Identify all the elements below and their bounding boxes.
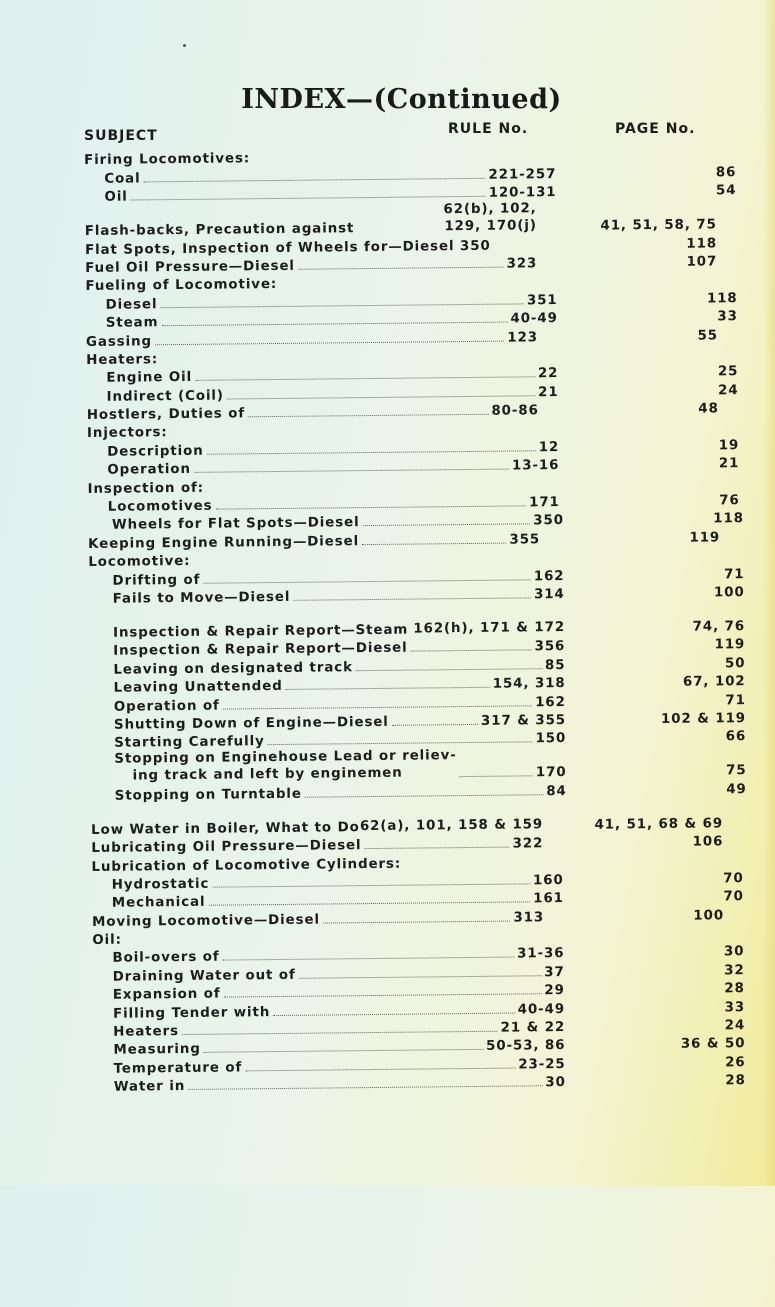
entry-rule-number: 162	[534, 569, 565, 584]
entry-subject: Leaving Unattended	[114, 679, 283, 696]
entry-page-number: 100	[565, 585, 745, 602]
entry-subject: Gassing	[86, 334, 152, 350]
entry-page-number: 70	[564, 871, 744, 888]
dot-leader	[305, 794, 543, 797]
entry-subject: Stopping on Turntable	[115, 786, 302, 803]
entry-subject: Inspection & Repair Report—Diesel	[113, 641, 408, 659]
entry-rule-number: 161	[533, 891, 564, 906]
entry-rule-number: 31-36	[517, 946, 564, 961]
entry-rule-number: 29	[544, 983, 565, 998]
index-entry	[85, 198, 725, 239]
dot-leader	[298, 267, 504, 270]
entry-subject: Diesel	[106, 297, 158, 313]
entry-page-number: 100	[544, 908, 724, 925]
entry-page-number: 25	[558, 364, 738, 381]
entry-page-number: 118	[537, 236, 717, 253]
entry-page-number: 41, 51, 58, 75	[537, 218, 717, 235]
entry-subject: Expansion of	[113, 987, 221, 1003]
entry-subject: Heaters	[113, 1024, 179, 1040]
entry-page-number: 49	[567, 782, 747, 799]
speck-mark	[183, 44, 186, 47]
entry-page-number: 24	[558, 383, 738, 400]
entry-page-number: 67, 102	[566, 674, 746, 691]
entry-page-number: 50	[565, 656, 745, 673]
entry-page-number: 33	[558, 309, 738, 326]
dot-leader	[223, 705, 532, 709]
rule-number-header: RULE No.	[448, 121, 528, 137]
entry-page-number: 70	[564, 889, 744, 906]
entry-rule-number: 123	[507, 330, 538, 345]
entry-page-number: 75	[566, 763, 746, 780]
entry-rule-number: 37	[544, 965, 565, 980]
dot-leader	[207, 450, 536, 454]
index-entry	[89, 600, 729, 641]
entry-subject: Fails to Move—Diesel	[113, 590, 291, 607]
entry-page-number: 71	[564, 567, 744, 584]
entry-subject: Inspection of:	[87, 480, 204, 496]
entry-subject-cell	[94, 1075, 566, 1095]
entry-rule-number: 356	[534, 639, 565, 654]
dot-leader	[195, 377, 535, 382]
entry-subject: Drifting of	[112, 572, 200, 588]
dot-leader	[365, 847, 510, 850]
dot-leader	[188, 1085, 542, 1090]
entry-subject: Lubricating Oil Pressure—Diesel	[91, 838, 361, 856]
entry-subject: Temperature of	[114, 1060, 243, 1076]
dot-leader	[212, 883, 530, 887]
entry-page-number: 28	[565, 981, 745, 998]
entry-rule-number: 322	[513, 836, 544, 851]
entry-subject: Locomotive:	[88, 554, 190, 570]
entry-page-number: 118	[564, 512, 744, 529]
dot-leader	[182, 1031, 498, 1035]
entry-rule-number-continued: 162(h), 171 & 172	[413, 619, 565, 638]
subject-header: SUBJECT	[84, 128, 158, 144]
index-entry	[91, 797, 731, 838]
dot-leader	[209, 902, 531, 906]
entry-subject: Stopping on Enginehouse Lead or reliev-	[114, 747, 456, 768]
dot-leader	[286, 687, 490, 690]
entry-rule-number: 170	[536, 765, 567, 780]
entry-page-number: 30	[564, 945, 744, 962]
entry-rule-number: 23-25	[518, 1057, 565, 1072]
entry-subject: Coal	[104, 171, 140, 186]
entry-rule-number: 21	[538, 385, 559, 400]
index-entry	[90, 745, 730, 786]
entry-rule-number: 317 & 355	[481, 713, 566, 729]
dot-leader	[215, 505, 526, 509]
entry-page-number: 48	[539, 401, 719, 418]
entry-subject-cell	[85, 200, 537, 239]
entry-page-number: 119	[540, 530, 720, 547]
entry-rule-number: 150	[535, 731, 566, 746]
entry-subject: Flat Spots, Inspection of Wheels for—Diesel 350	[85, 238, 491, 257]
entry-page-number: 24	[565, 1018, 745, 1035]
dot-leader	[131, 196, 486, 201]
entry-subject: Fuel Oil Pressure—Diesel	[85, 259, 295, 276]
entry-rule-number: 84	[546, 784, 567, 799]
entry-subject: Measuring	[113, 1042, 201, 1058]
entry-subject: Starting Carefully	[114, 734, 265, 751]
entry-page-number: 66	[566, 729, 746, 746]
entry-subject: Hydrostatic	[112, 877, 210, 893]
entry-subject: Engine Oil	[106, 370, 192, 386]
dot-leader	[144, 178, 486, 183]
entry-subject: Moving Locomotive—Diesel	[92, 912, 320, 929]
page-edge-shadow	[763, 0, 775, 1186]
dot-leader	[356, 668, 542, 671]
entry-subject: Filling Tender with	[113, 1005, 270, 1022]
entry-rule-number: 21 & 22	[501, 1020, 566, 1036]
dot-leader	[392, 724, 478, 726]
entry-rule-number: 162	[535, 695, 566, 710]
dot-leader	[245, 1067, 515, 1071]
entry-subject: Operation	[107, 462, 191, 478]
entry-subject-continued: ing track and left by enginemen	[114, 764, 456, 785]
page-title: INDEX—(Continued)	[14, 84, 775, 115]
entry-subject: Wheels for Flat Spots—Diesel	[112, 516, 360, 534]
entry-rule-number: 50-53, 86	[486, 1038, 565, 1054]
dot-leader	[299, 975, 542, 979]
entry-subject: Hostlers, Duties of	[87, 406, 245, 423]
entry-rule-number: 154, 318	[493, 676, 566, 692]
entry-subject: Flash-backs, Precaution against	[85, 221, 355, 239]
dot-leader	[268, 742, 533, 746]
entry-subject: Shutting Down of Engine—Diesel	[114, 715, 389, 733]
dot-leader	[155, 340, 504, 345]
page-number-header: PAGE No.	[615, 121, 775, 1307]
entry-subject: Description	[107, 444, 204, 460]
entry-page-number: 119	[565, 637, 745, 654]
entry-subject: Indirect (Coil)	[107, 388, 224, 404]
entry-page-number: 26	[566, 1055, 746, 1072]
entry-subject: Oil	[104, 190, 127, 205]
entry-rule-number: 323	[506, 256, 537, 271]
entry-rule-number: 40-49	[518, 1002, 565, 1017]
entry-page-number: 36 & 50	[565, 1037, 745, 1054]
entry-rule-number: 120-131	[489, 185, 557, 201]
entry-page-number: 28	[566, 1073, 746, 1090]
entry-rule-number: 160	[533, 873, 564, 888]
entry-rule-number: 314	[534, 587, 565, 602]
dot-leader	[227, 395, 535, 399]
entry-subject-cell	[90, 746, 566, 785]
entry-page-number: 55	[538, 328, 718, 345]
entry-subject: Operation of	[114, 698, 220, 714]
entry-subject: Firing Locomotives:	[84, 152, 250, 169]
entry-rule-number: 351	[527, 293, 558, 308]
dot-leader	[411, 650, 532, 652]
dot-leader	[203, 579, 530, 583]
entry-subject: Draining Water out of	[113, 968, 296, 985]
entry-rule-number: 355	[509, 532, 540, 547]
entry-rule-number-continued: 129, 170(j)	[444, 217, 537, 235]
dot-leader	[293, 597, 531, 600]
entry-subject: Keeping Engine Running—Diesel	[88, 534, 359, 552]
entry-page-number: 19	[559, 438, 739, 455]
entry-subject: Leaving on designated track	[113, 660, 353, 678]
entry-rule-number: 80-86	[491, 403, 538, 418]
entry-page-number: 54	[556, 183, 736, 200]
entry-rule-number: 85	[545, 658, 566, 673]
entry-page-number: 32	[565, 963, 745, 980]
dot-leader	[161, 322, 507, 327]
entry-subject: Water in	[114, 1079, 186, 1095]
dot-leader	[363, 524, 531, 527]
entry-rule-number: 30	[545, 1075, 566, 1090]
dot-leader	[204, 1049, 483, 1053]
entry-rule-number-continued: 62(a), 101, 158 & 159	[360, 816, 543, 835]
entry-page-number: 21	[559, 456, 739, 473]
dot-leader	[224, 993, 542, 997]
entry-subject: Low Water in Boiler, What to Do	[91, 820, 360, 838]
entry-rule-number: 350	[533, 513, 564, 528]
entry-page-number: 107	[537, 254, 717, 271]
entry-subject: Boil-overs of	[112, 950, 219, 966]
entry-rule-number: 13-16	[512, 458, 559, 473]
entry-rule-number: 313	[513, 910, 544, 925]
dot-leader	[273, 1012, 514, 1016]
entry-subject: Mechanical	[112, 895, 206, 911]
entry-page-number: 41, 51, 68 & 69	[543, 816, 723, 833]
dot-leader	[323, 920, 510, 923]
dot-leader	[248, 414, 488, 418]
dot-leader	[223, 957, 515, 961]
entry-page-number: 33	[565, 1000, 745, 1017]
entry-subject: Inspection & Repair Report—Steam	[113, 623, 408, 641]
entry-subject: Locomotives	[108, 499, 213, 515]
entry-rule-number: 40-49	[510, 311, 557, 326]
entry-subject: Oil:	[92, 933, 122, 948]
entry-page-number: 102 & 119	[566, 711, 746, 728]
entry-page-number: 118	[558, 291, 738, 308]
entry-rule-number: 221-257	[488, 167, 556, 183]
dot-leader	[194, 469, 509, 473]
entry-rule-number: 62(b), 102,	[443, 200, 536, 218]
entry-rule-number: 171	[529, 495, 560, 510]
dot-leader	[160, 303, 523, 308]
entry-page-number: 76	[560, 493, 740, 510]
entry-subject: Injectors:	[87, 426, 168, 442]
entry-page-number: 74, 76	[565, 619, 745, 636]
dot-leader	[460, 776, 533, 778]
entry-page-number: 106	[543, 834, 723, 851]
entry-rule-number: 22	[538, 366, 559, 381]
entry-subject: Steam	[106, 315, 159, 331]
entry-page-number: 71	[566, 693, 746, 710]
entry-subject: Fueling of Locomotive:	[85, 277, 277, 294]
entry-subject: Lubrication of Locomotive Cylinders:	[91, 856, 401, 874]
dot-leader	[362, 542, 506, 545]
entry-page-number: 86	[556, 165, 736, 182]
entry-subject: Heaters:	[86, 352, 158, 368]
entry-rule-number: 12	[539, 440, 560, 455]
index-entries	[84, 143, 734, 1095]
